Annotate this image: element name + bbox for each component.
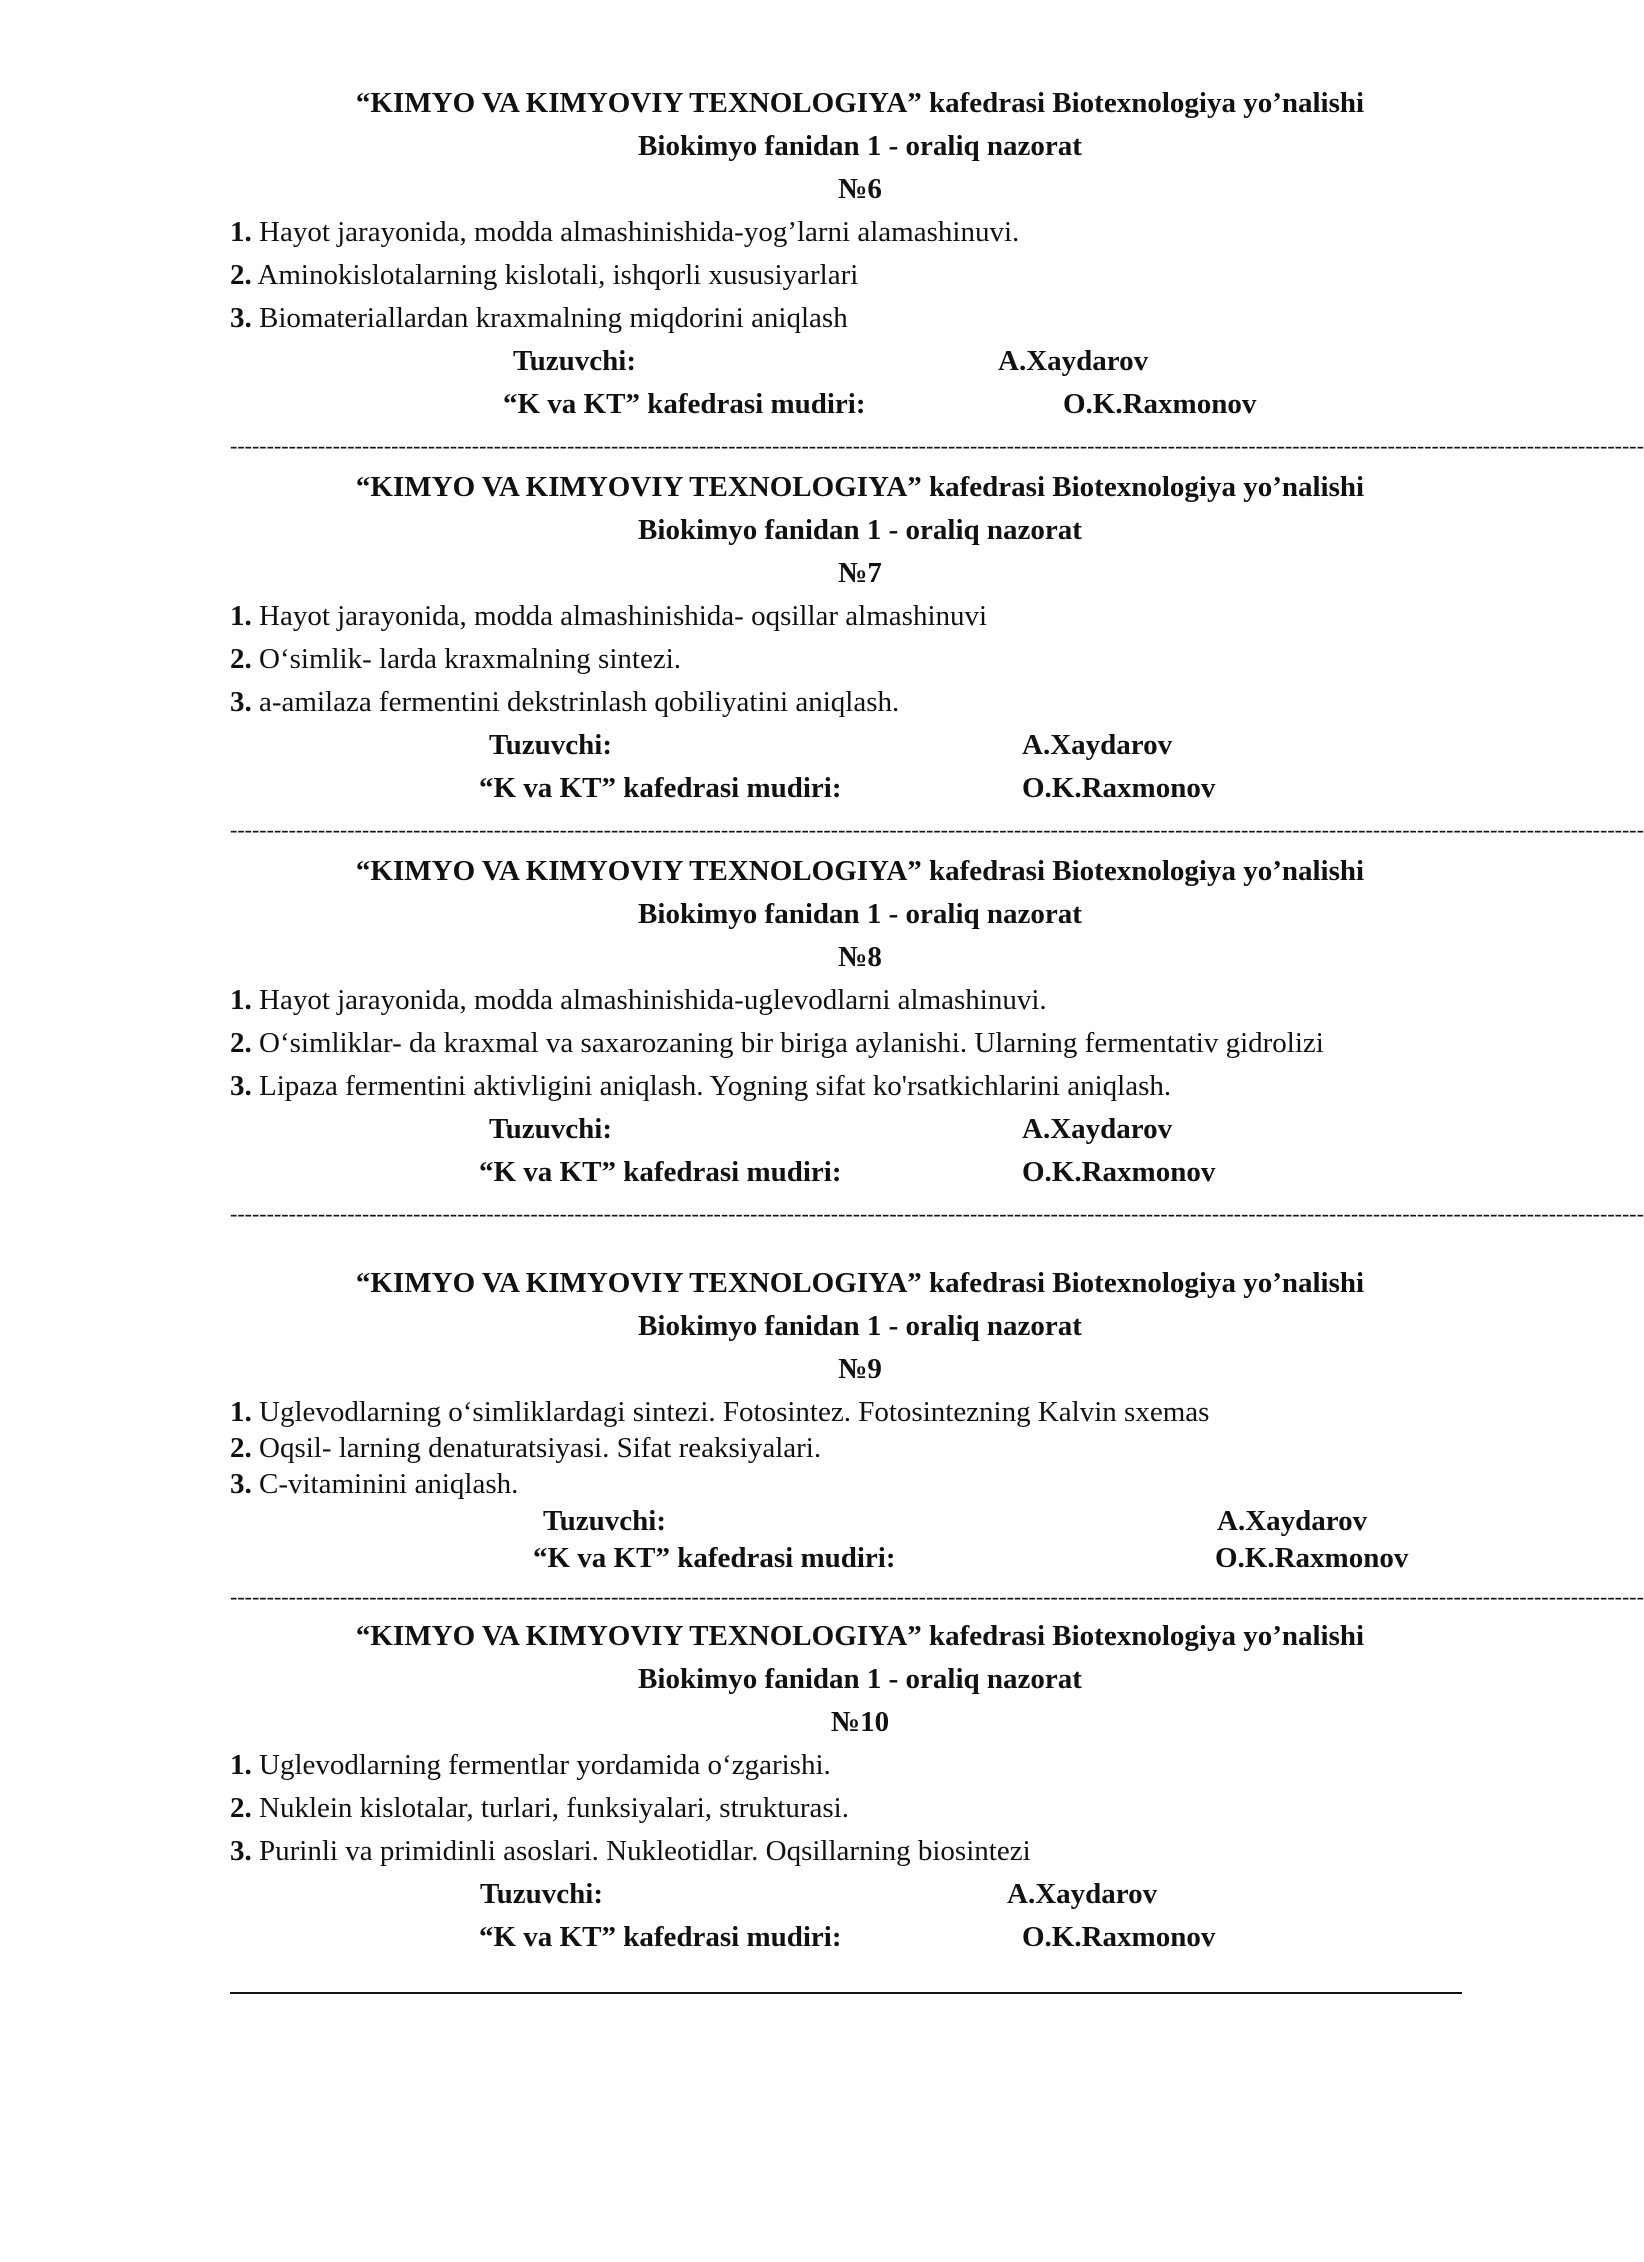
compiler-label: Tuzuvchi: <box>489 729 613 761</box>
question-text: Purinli va primidinli asoslari. Nukleotidlar. Oqsillarning biosintezi <box>251 1835 1031 1867</box>
separator-line: ------------------------------------------------------------------------------------------------------------------------------------------------------------------------------------------------- <box>230 817 1644 842</box>
compiler-label: Tuzuvchi: <box>489 1113 613 1145</box>
question-item <box>230 642 1490 676</box>
head-label: “K va KT” kafedrasi mudiri: <box>479 772 842 804</box>
compiler-label: Tuzuvchi: <box>513 345 637 377</box>
question-text: Hayot jarayonida, modda almashinishida-uglevodlarni almashinuvi. <box>251 984 1047 1016</box>
separator-line: ------------------------------------------------------------------------------------------------------------------------------------------------------------------------------------------------- <box>230 433 1644 458</box>
question-text: Lipaza fermentini aktivligini aniqlash. Yogning sifat ko'rsatkichlarini aniqlash. <box>251 1070 1172 1102</box>
subject-heading: Biokimyo fanidan 1 - oraliq nazorat <box>638 1310 1082 1342</box>
question-item <box>230 983 1490 1017</box>
separator-line: ------------------------------------------------------------------------------------------------------------------------------------------------------------------------------------------------- <box>230 1584 1644 1609</box>
department-heading: “KIMYO VA KIMYOVIY TEXNOLOGIYA” kafedrasi Biotexnologiya yo’nalishi <box>355 1620 1365 1652</box>
question-text: Aminokislotalarning kislotali, ishqorli xususiyarlari <box>251 259 859 291</box>
question-number: 1. <box>230 216 252 248</box>
question-item <box>230 1791 1490 1825</box>
question-item <box>230 685 1490 719</box>
compiler-label: Tuzuvchi: <box>543 1505 667 1537</box>
department-heading: “KIMYO VA KIMYOVIY TEXNOLOGIYA” kafedrasi Biotexnologiya yo’nalishi <box>355 87 1365 119</box>
question-number: 1. <box>230 1396 252 1428</box>
question-item <box>230 1395 1490 1429</box>
question-number: 3. <box>230 302 252 334</box>
question-item <box>230 1026 1490 1060</box>
question-number: 1. <box>230 1749 252 1781</box>
question-number: 2. <box>230 1027 252 1059</box>
head-label: “K va KT” kafedrasi mudiri: <box>479 1921 842 1953</box>
compiler-name: A.Xaydarov <box>1022 729 1173 761</box>
question-text: Hayot jarayonida, modda almashinishida- oqsillar almashinuvi <box>251 600 988 632</box>
department-heading: “KIMYO VA KIMYOVIY TEXNOLOGIYA” kafedrasi Biotexnologiya yo’nalishi <box>355 855 1365 887</box>
head-label: “K va KT” kafedrasi mudiri: <box>503 388 866 420</box>
head-label: “K va KT” kafedrasi mudiri: <box>533 1542 896 1574</box>
separator-line: ------------------------------------------------------------------------------------------------------------------------------------------------------------------------------------------------- <box>230 1201 1644 1226</box>
head-label: “K va KT” kafedrasi mudiri: <box>479 1156 842 1188</box>
ticket-number: №9 <box>838 1353 882 1385</box>
head-name: O.K.Raxmonov <box>1063 388 1257 420</box>
question-text: Hayot jarayonida, modda almashinishida-yog’larni alamashinuvi. <box>251 216 1020 248</box>
question-item <box>230 1069 1490 1103</box>
head-name: O.K.Raxmonov <box>1215 1542 1409 1574</box>
question-number: 3. <box>230 1835 252 1867</box>
head-name: O.K.Raxmonov <box>1022 1156 1216 1188</box>
head-name: O.K.Raxmonov <box>1022 1921 1216 1953</box>
subject-heading: Biokimyo fanidan 1 - oraliq nazorat <box>638 130 1082 162</box>
question-item <box>230 1431 1490 1465</box>
question-text: O‘simlik- larda kraxmalning sintezi. <box>251 643 682 675</box>
question-number: 2. <box>230 1792 252 1824</box>
department-heading: “KIMYO VA KIMYOVIY TEXNOLOGIYA” kafedrasi Biotexnologiya yo’nalishi <box>355 1267 1365 1299</box>
question-item <box>230 215 1490 249</box>
question-text: Uglevodlarning fermentlar yordamida o‘zgarishi. <box>251 1749 831 1781</box>
ticket-number: №6 <box>838 173 882 205</box>
question-number: 2. <box>230 259 252 291</box>
question-text: C-vitaminini aniqlash. <box>251 1468 519 1500</box>
ticket-number: №7 <box>838 557 882 589</box>
question-number: 3. <box>230 1070 252 1102</box>
subject-heading: Biokimyo fanidan 1 - oraliq nazorat <box>638 514 1082 546</box>
ticket-number: №8 <box>838 941 882 973</box>
question-text: a-amilaza fermentini dekstrinlash qobiliyatini aniqlash. <box>251 686 900 718</box>
ticket-number: №10 <box>830 1706 890 1738</box>
question-item <box>230 1748 1490 1782</box>
question-number: 3. <box>230 686 252 718</box>
subject-heading: Biokimyo fanidan 1 - oraliq nazorat <box>638 898 1082 930</box>
compiler-name: A.Xaydarov <box>998 345 1149 377</box>
question-text: O‘simliklar- da kraxmal va saxarozaning bir biriga aylanishi. Ularning fermentativ gidrolizi <box>251 1027 1324 1059</box>
head-name: O.K.Raxmonov <box>1022 772 1216 804</box>
compiler-name: A.Xaydarov <box>1217 1505 1368 1537</box>
question-text: Nuklein kislotalar, turlari, funksiyalari, strukturasi. <box>251 1792 849 1824</box>
question-item <box>230 258 1490 292</box>
question-number: 2. <box>230 643 252 675</box>
compiler-name: A.Xaydarov <box>1007 1878 1158 1910</box>
subject-heading: Biokimyo fanidan 1 - oraliq nazorat <box>638 1663 1082 1695</box>
compiler-label: Tuzuvchi: <box>480 1878 604 1910</box>
question-number: 3. <box>230 1468 252 1500</box>
department-heading: “KIMYO VA KIMYOVIY TEXNOLOGIYA” kafedrasi Biotexnologiya yo’nalishi <box>355 471 1365 503</box>
question-number: 1. <box>230 984 252 1016</box>
question-item <box>230 301 1490 335</box>
question-text: Oqsil- larning denaturatsiyasi. Sifat reaksiyalari. <box>251 1432 822 1464</box>
question-item <box>230 599 1490 633</box>
question-number: 1. <box>230 600 252 632</box>
question-text: Biomateriallardan kraxmalning miqdorini aniqlash <box>251 302 848 334</box>
question-number: 2. <box>230 1432 252 1464</box>
question-item <box>230 1467 1490 1501</box>
compiler-name: A.Xaydarov <box>1022 1113 1173 1145</box>
question-text: Uglevodlarning o‘simliklardagi sintezi. Fotosintez. Fotosintezning Kalvin sxemas <box>251 1396 1210 1428</box>
question-item <box>230 1834 1490 1868</box>
bottom-rule <box>230 1992 1462 1994</box>
